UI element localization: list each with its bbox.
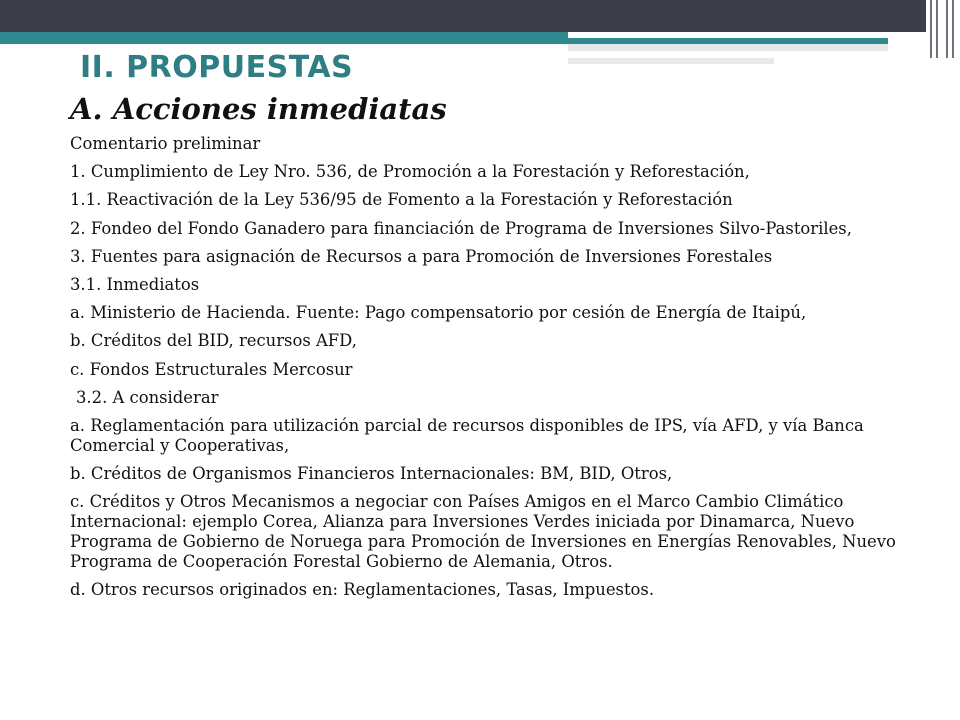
paragraph-item-3-1-c: c. Fondos Estructurales Mercosur xyxy=(70,359,353,379)
paragraph-item-3-2-b: b. Créditos de Organismos Financieros Internacionales: BM, BID, Otros, xyxy=(70,464,673,484)
corner-decoration xyxy=(926,0,960,58)
header-decor-line xyxy=(568,44,888,51)
paragraph-item-3-2-d: d. Otros recursos originados en: Reglamentaciones, Tasas, Impuestos. xyxy=(70,580,655,600)
slide-title: II. PROPUESTAS xyxy=(80,50,354,85)
paragraph-item-3-2: 3.2. A considerar xyxy=(76,387,219,407)
paragraph-item-3-2-a: a. Reglamentación para utilización parcial de recursos disponibles de IPS, vía AFD, y vía Banca Comercial y Cooperativas, xyxy=(70,415,864,455)
paragraph-item-1: 1. Cumplimiento de Ley Nro. 536, de Promoción a la Forestación y Reforestación, xyxy=(70,162,750,182)
content-body xyxy=(70,134,928,609)
header-decor-line-short xyxy=(568,58,774,64)
paragraph-item-2: 2. Fondeo del Fondo Ganadero para financiación de Programa de Inversiones Silvo-Pastoriles, xyxy=(70,218,852,238)
paragraph-item-3: 3. Fuentes para asignación de Recursos a para Promoción de Inversiones Forestales xyxy=(70,246,773,266)
paragraph-item-3-2-c: c. Créditos y Otros Mecanismos a negociar con Países Amigos en el Marco Cambio Climático Internacional: ejemplo Corea, Alianza para Inversiones Verdes iniciada por Dinamarca, Nuevo Programa de Gobierno de Noruega para Promoción de Inversiones en Energías Renovables, Nuevo Programa de Cooperación Forestal Gobierno de Alemania, Otros. xyxy=(70,492,896,572)
paragraph-preliminary-comment: Comentario preliminar xyxy=(70,134,261,153)
section-subtitle: A. Acciones inmediatas xyxy=(70,92,447,126)
paragraph-item-3-1-a: a. Ministerio de Hacienda. Fuente: Pago compensatorio por cesión de Energía de Itaipú, xyxy=(70,303,807,323)
paragraph-item-1-1: 1.1. Reactivación de la Ley 536/95 de Fomento a la Forestación y Reforestación xyxy=(70,190,733,210)
paragraph-item-3-1: 3.1. Inmediatos xyxy=(70,274,200,294)
paragraph-item-3-1-b: b. Créditos del BID, recursos AFD, xyxy=(70,331,357,351)
header-dark-bar xyxy=(0,0,960,32)
header-accent-bar xyxy=(0,32,568,44)
